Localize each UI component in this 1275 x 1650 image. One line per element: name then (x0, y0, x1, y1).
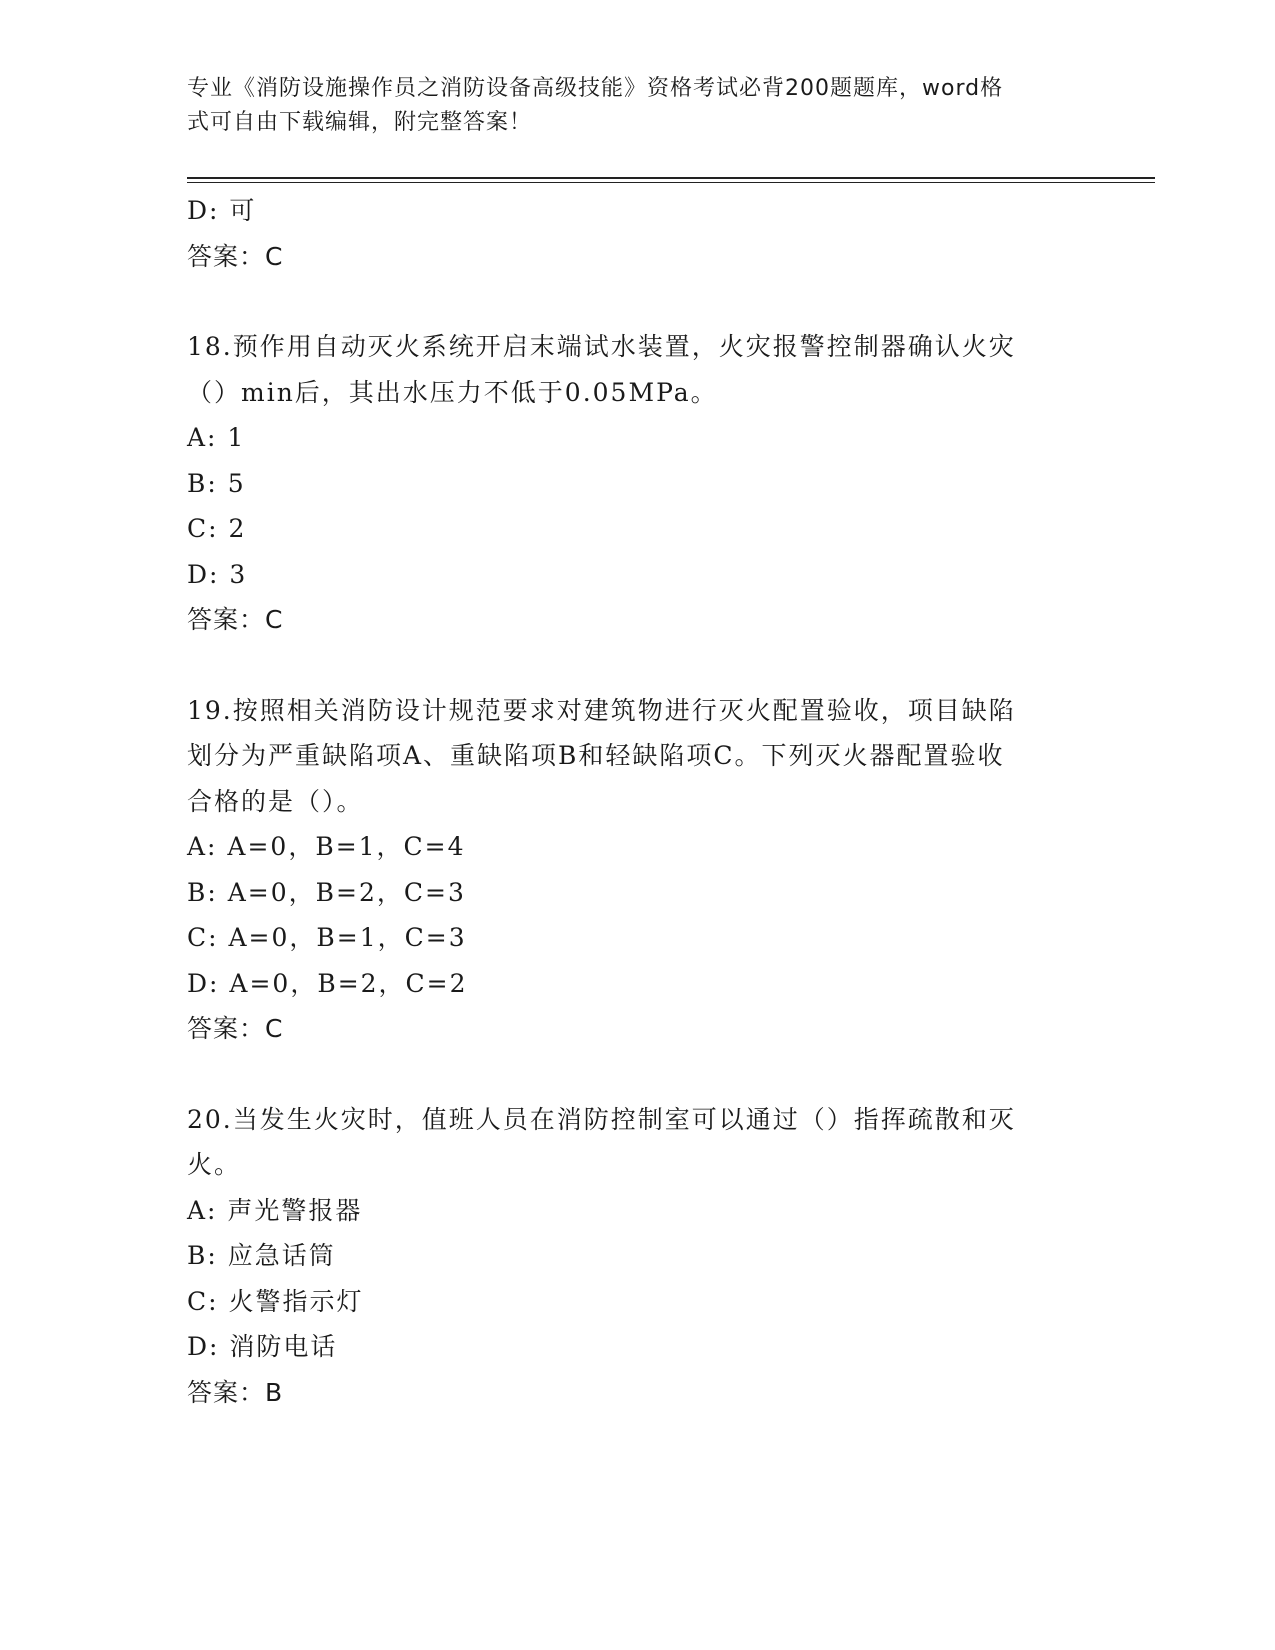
option-a: A: 1 (187, 423, 246, 452)
question-stem-line: 划分为严重缺陷项A、重缺陷项B和轻缺陷项C。下列灭火器配置验收 (187, 741, 1005, 770)
continued-option-d: D: 可 (187, 196, 257, 225)
answer: 答案：C (187, 1014, 284, 1043)
continued-answer: 答案：C (187, 241, 284, 271)
question-18 (187, 324, 1087, 643)
spacer (187, 1052, 1087, 1097)
option-b: B: 5 (187, 468, 246, 498)
question-stem-line: 火。 (187, 1150, 242, 1179)
answer: 答案：B (187, 1377, 284, 1407)
question-stem-line: 18.预作用自动灭火系统开启末端试水装置，火灾报警控制器确认火灾 (187, 332, 1016, 361)
question-19 (187, 688, 1087, 1052)
option-c: C: 2 (187, 514, 247, 543)
document-header (187, 72, 1067, 140)
question-stem-line: 合格的是（）。 (187, 786, 364, 816)
option-c: C: 火警指示灯 (187, 1286, 364, 1316)
header-divider (187, 177, 1155, 179)
header-title-line-1: 专业《消防设施操作员之消防设备高级技能》资格考试必背200题题库，word格 (187, 76, 1004, 101)
question-stem-line: 20.当发生火灾时，值班人员在消防控制室可以通过（）指挥疏散和灭 (187, 1104, 1016, 1134)
option-b: B: A=0，B=2，C=3 (187, 877, 466, 907)
option-a: A: 声光警报器 (187, 1195, 363, 1225)
spacer (187, 643, 1087, 688)
option-b: B: 应急话筒 (187, 1241, 336, 1270)
answer: 答案：C (187, 605, 284, 634)
question-20 (187, 1097, 1087, 1416)
question-stem-line: （）min后，其出水压力不低于0.05MPa。 (187, 377, 718, 407)
spacer (187, 279, 1087, 324)
option-d: D: 消防电话 (187, 1332, 338, 1361)
option-c: C: A=0，B=1，C=3 (187, 923, 467, 952)
header-divider-thin (187, 182, 1155, 183)
header-title-line-2: 式可自由下载编辑，附完整答案！ (187, 110, 533, 135)
option-d: D: A=0，B=2，C=2 (187, 968, 468, 998)
question-list (187, 188, 1087, 1415)
question-stem-line: 19.按照相关消防设计规范要求对建筑物进行灭火配置验收，项目缺陷 (187, 695, 1016, 725)
option-d: D: 3 (187, 559, 248, 589)
option-a: A: A=0，B=1，C=4 (187, 832, 466, 861)
